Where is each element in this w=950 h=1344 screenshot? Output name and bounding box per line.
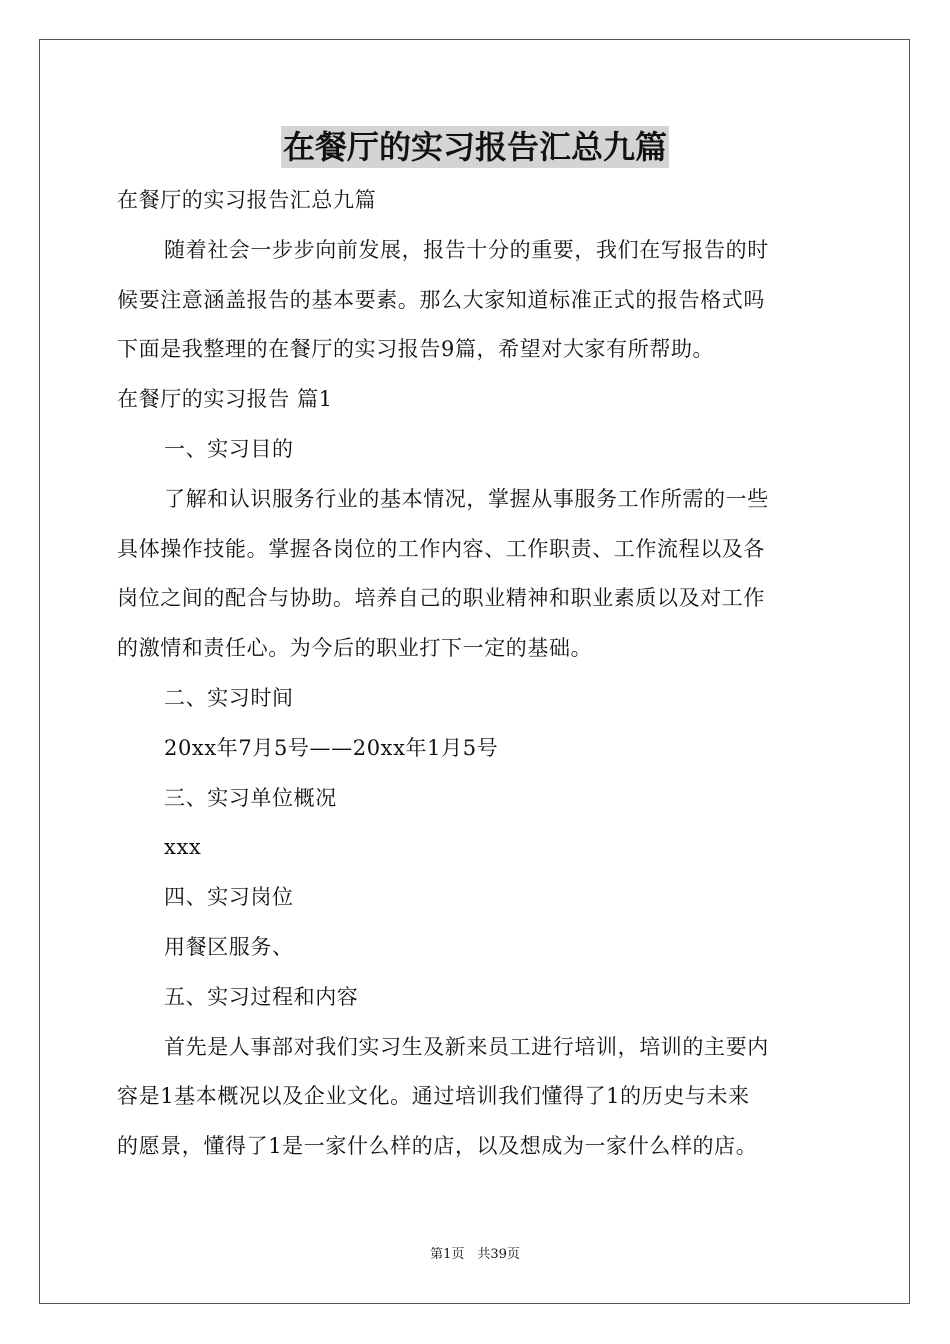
text-line: 下面是我整理的在餐厅的实习报告9篇，希望对大家有所帮助。: [117, 337, 715, 361]
text-line: 五、实习过程和内容: [164, 985, 359, 1009]
text-line: 用餐区服务、: [164, 935, 294, 959]
text-line: 三、实习单位概况: [164, 786, 337, 810]
text-line: 的愿景，懂得了1是一家什么样的店，以及想成为一家什么样的店。: [117, 1134, 758, 1158]
text-line: 四、实习岗位: [164, 885, 294, 909]
text-line: 的激情和责任心。为今后的职业打下一定的基础。: [117, 636, 593, 660]
text-line: 首先是人事部对我们实习生及新来员工进行培训，培训的主要内: [164, 1035, 769, 1059]
page-border: [39, 39, 910, 1304]
text-line: 具体操作技能。掌握各岗位的工作内容、工作职责、工作流程以及各: [117, 537, 765, 561]
document-title-text: 在餐厅的实习报告汇总九篇: [282, 128, 667, 166]
text-line: 容是1基本概况以及企业文化。通过培训我们懂得了1的历史与未来: [117, 1084, 750, 1108]
text-line: 了解和认识服务行业的基本情况，掌握从事服务工作所需的一些: [164, 487, 769, 511]
text-line: 在餐厅的实习报告 篇1: [117, 387, 333, 411]
text-line: 在餐厅的实习报告汇总九篇: [117, 188, 377, 212]
page-footer: 第1页 共39页: [430, 1247, 520, 1262]
text-line: 随着社会一步步向前发展，报告十分的重要，我们在写报告的时: [164, 238, 769, 262]
text-line: 20xx年7月5号——20xx年1月5号: [164, 736, 499, 760]
text-line: xxx: [164, 835, 202, 859]
document-title: [0, 126, 950, 170]
text-line: 一、实习目的: [164, 437, 294, 461]
text-line: 候要注意涵盖报告的基本要素。那么大家知道标准正式的报告格式吗: [117, 288, 765, 312]
text-line: 岗位之间的配合与协助。培养自己的职业精神和职业素质以及对工作: [117, 586, 765, 610]
text-line: 二、实习时间: [164, 686, 294, 710]
